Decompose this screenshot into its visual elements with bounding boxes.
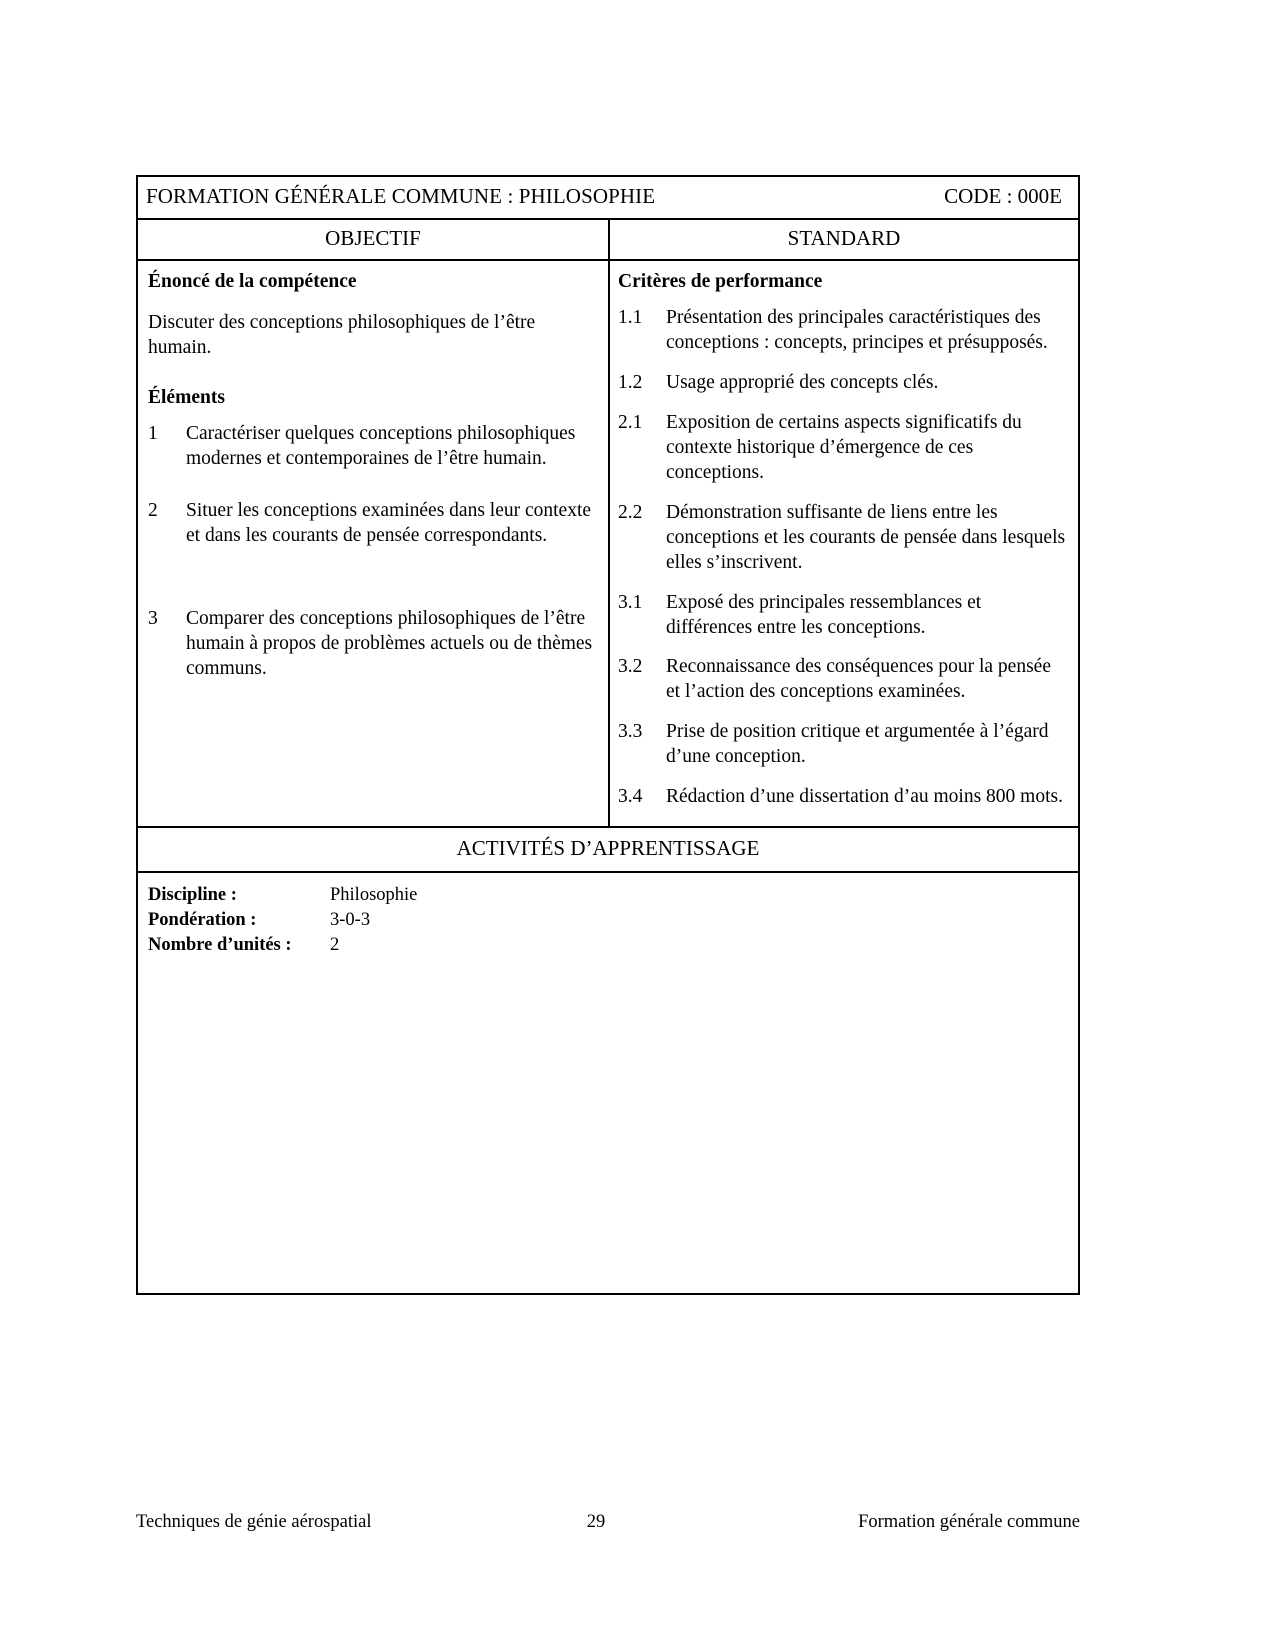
element-text: Comparer des conceptions philosophiques de l’être humain à propos de problèmes actuels ou de thèmes communs.: [186, 607, 593, 679]
competency-code: CODE : 000E: [944, 184, 1062, 208]
column-title-objectif: OBJECTIF: [138, 220, 610, 259]
detail-value: 2: [330, 935, 340, 956]
table-header-row: [138, 177, 1078, 220]
criterion-item: [618, 411, 1068, 486]
criterion-number: 3.4: [618, 786, 643, 808]
element-number: 2: [148, 499, 158, 521]
criterion-item: [618, 720, 1068, 770]
element-item: [148, 422, 594, 472]
activities-band-title: ACTIVITÉS D’APPRENTISSAGE: [138, 828, 1078, 873]
element-number: 3: [148, 607, 158, 629]
element-number: 1: [148, 422, 158, 444]
footer-section: Formation générale commune: [858, 1512, 1080, 1532]
standard-cell: [610, 261, 1078, 826]
detail-row: [148, 908, 1068, 933]
criterion-number: 3.3: [618, 721, 643, 743]
activities-details: [138, 873, 1078, 1293]
detail-value: Philosophie: [330, 885, 418, 906]
criterion-item: [618, 371, 1068, 396]
criterion-text: Reconnaissance des conséquences pour la pensée et l’action des conceptions examinées.: [666, 656, 1051, 703]
footer-page-number: 29: [586, 1512, 606, 1532]
criteria-label: Critères de performance: [618, 271, 823, 292]
competency-table: [136, 175, 1080, 1295]
detail-label: Discipline :: [148, 885, 237, 906]
elements-label: Éléments: [148, 386, 225, 408]
detail-row: [148, 883, 1068, 908]
element-item: [148, 499, 594, 549]
objectif-cell: [138, 261, 610, 826]
detail-row: [148, 933, 1068, 958]
criterion-number: 3.2: [618, 656, 643, 678]
criterion-item: [618, 501, 1068, 576]
column-title-standard: STANDARD: [787, 226, 901, 250]
criterion-text: Démonstration suffisante de liens entre les conceptions et les courants de pensée dans lesquels elles s’inscrivent.: [666, 501, 1066, 573]
criterion-item: [618, 591, 1068, 641]
criterion-number: 1.2: [618, 371, 643, 393]
detail-label: Pondération :: [148, 910, 257, 931]
criterion-number: 2.2: [618, 501, 643, 523]
competence-text: Discuter des conceptions philosophiques de l’être humain.: [148, 312, 536, 358]
criterion-number: 2.1: [618, 411, 643, 433]
element-text: Caractériser quelques conceptions philosophiques modernes et contemporaines de l’être humain.: [186, 422, 576, 469]
criterion-text: Exposé des principales ressemblances et différences entre les conceptions.: [666, 591, 982, 638]
criterion-text: Rédaction d’une dissertation d’au moins 800 mots.: [666, 786, 1063, 808]
page-footer: [136, 1512, 1080, 1533]
footer-program: Techniques de génie aérospatial: [136, 1512, 372, 1532]
criterion-text: Prise de position critique et argumentée à l’égard d’une conception.: [666, 721, 1049, 768]
detail-label: Nombre d’unités :: [148, 935, 292, 956]
program-title: FORMATION GÉNÉRALE COMMUNE : PHILOSOPHIE: [146, 184, 656, 208]
criterion-text: Exposition de certains aspects significatifs du contexte historique d’émergence de ces conceptions.: [666, 411, 1022, 483]
criterion-item: [618, 655, 1068, 705]
table-body-row: [138, 261, 1078, 828]
criterion-text: Présentation des principales caractéristiques des conceptions : concepts, principes et présupposés.: [666, 307, 1048, 353]
detail-value: 3-0-3: [330, 910, 371, 931]
criterion-item: [618, 785, 1068, 810]
criterion-number: 3.1: [618, 591, 643, 613]
element-text: Situer les conceptions examinées dans leur contexte et dans les courants de pensée correspondants.: [186, 499, 592, 546]
element-item: [148, 607, 594, 682]
column-titles-row: [138, 220, 1078, 261]
criterion-text: Usage approprié des concepts clés.: [666, 371, 939, 393]
criterion-item: [618, 306, 1068, 356]
criterion-number: 1.1: [618, 307, 643, 328]
competence-label: Énoncé de la compétence: [148, 271, 357, 292]
